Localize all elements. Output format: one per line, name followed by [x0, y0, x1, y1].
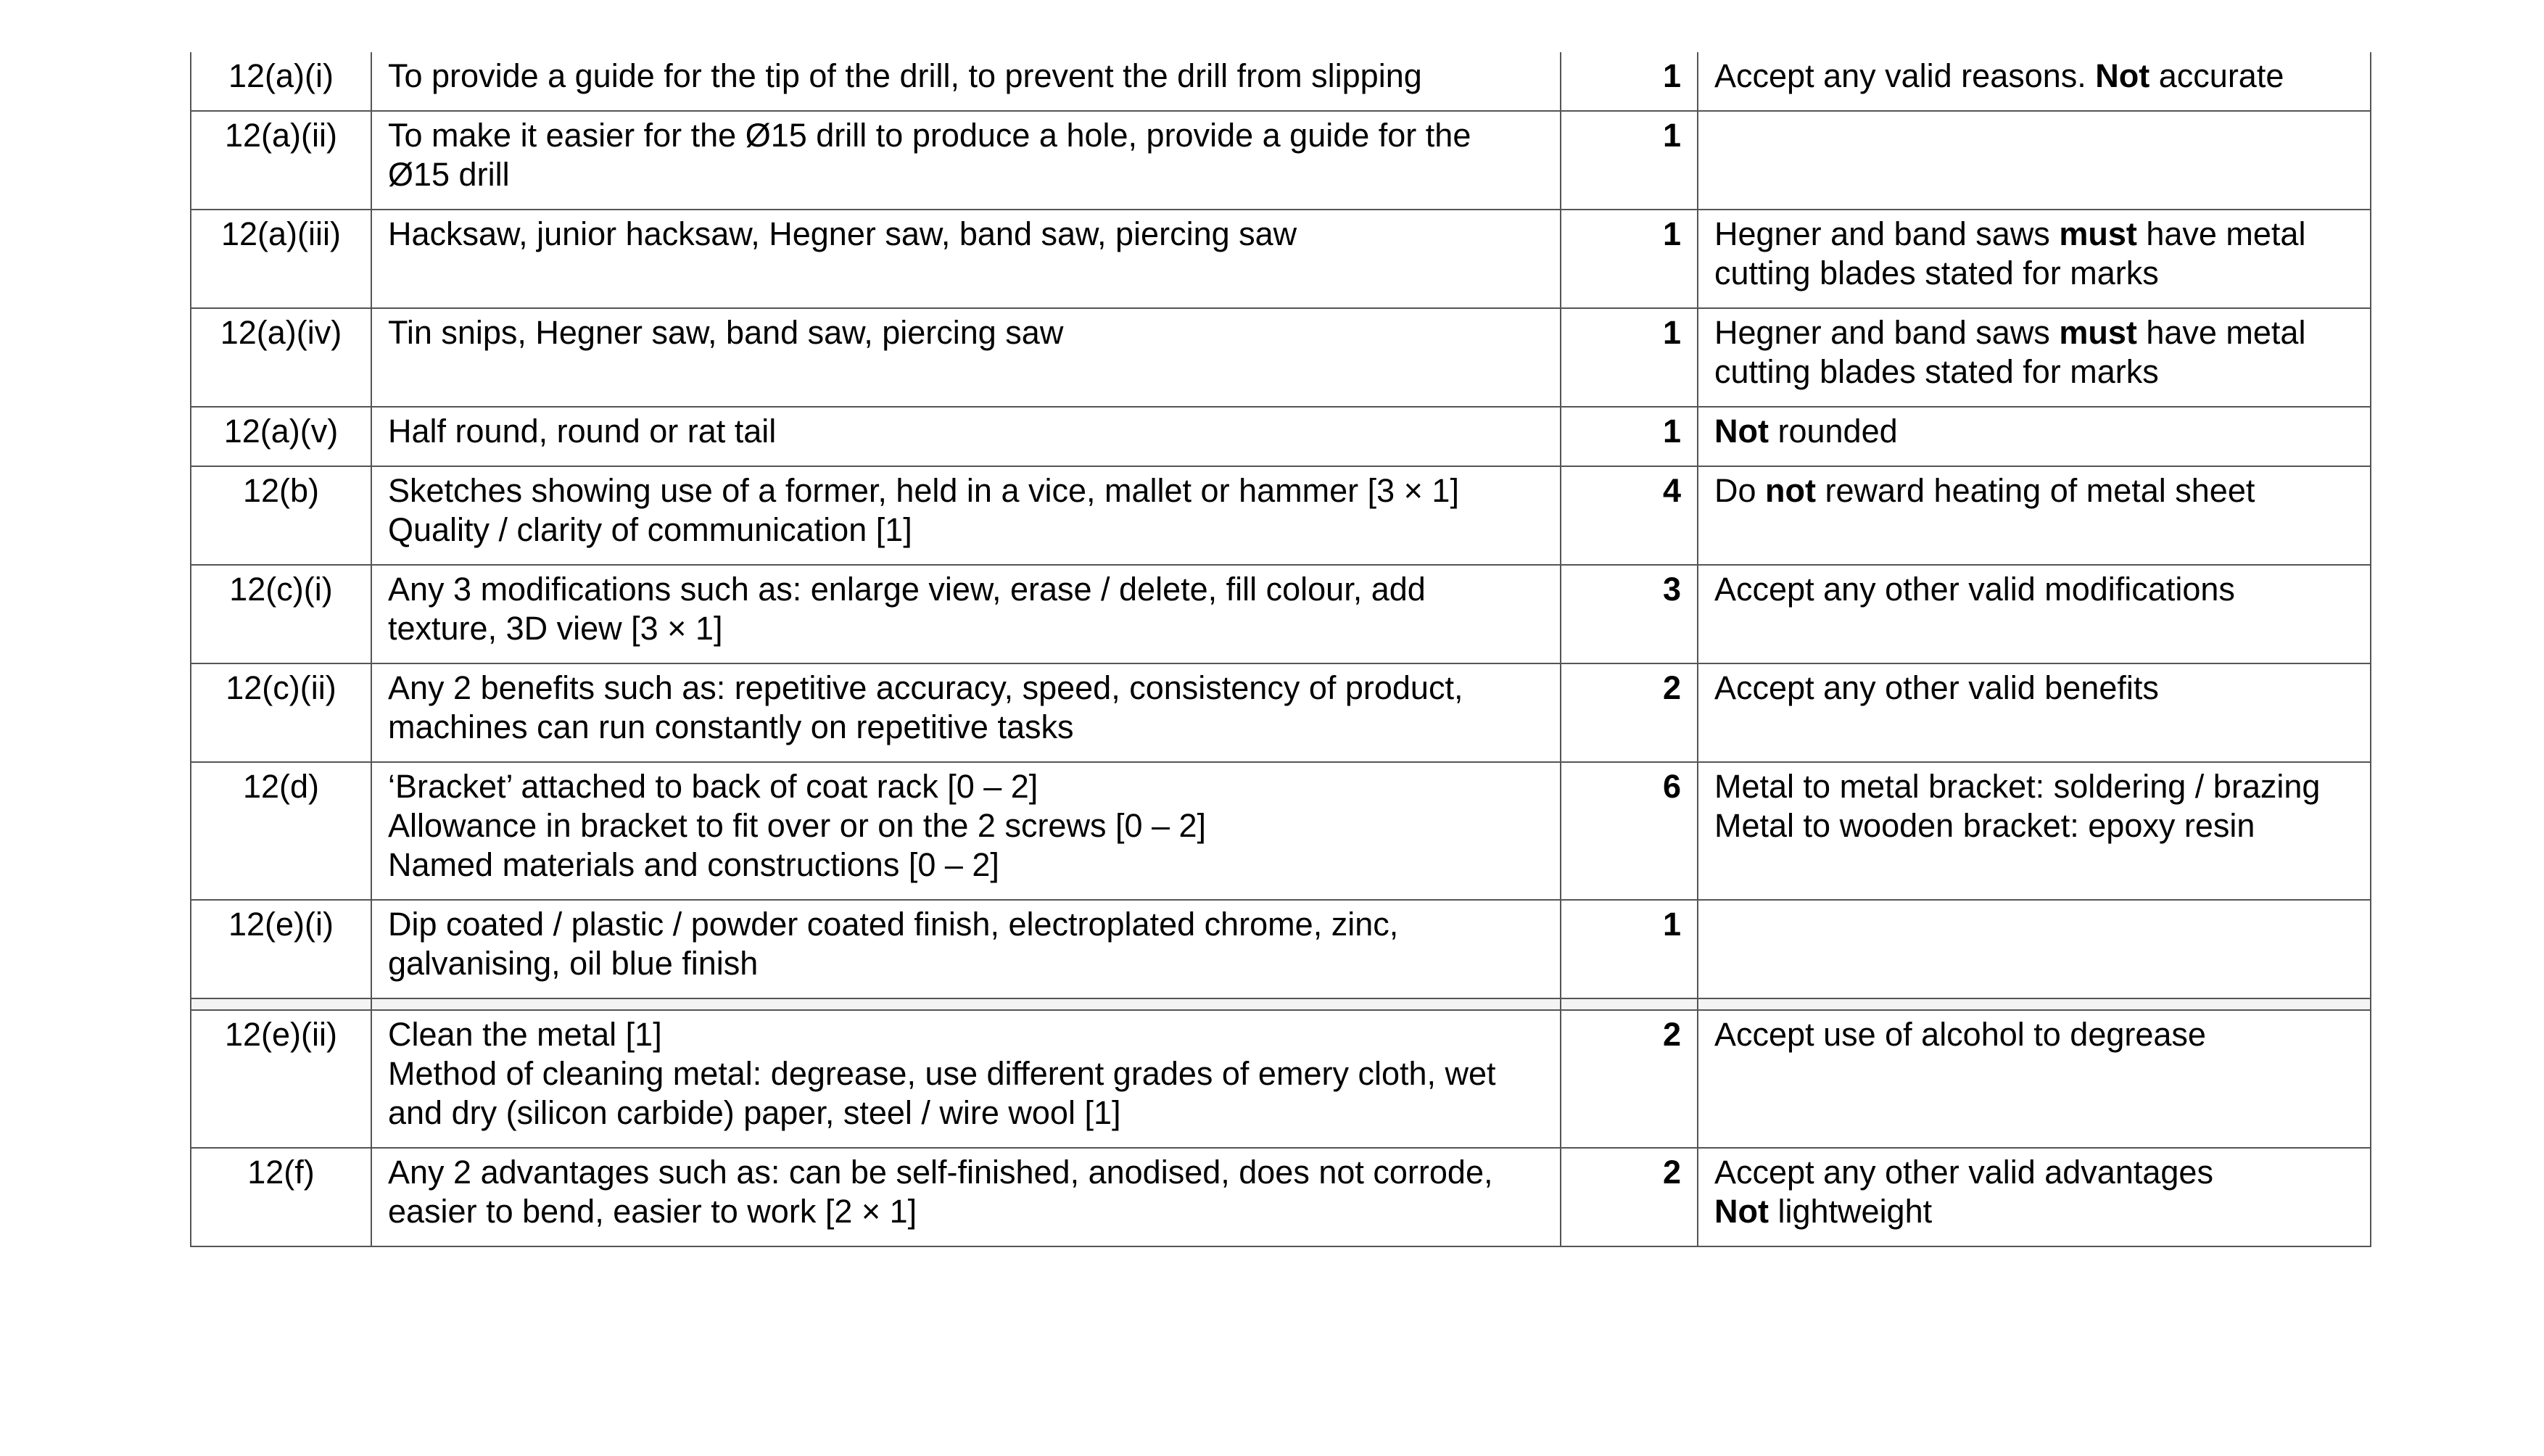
guidance-text: rounded: [1768, 413, 1898, 450]
guidance-text: cutting blades stated for marks: [1714, 353, 2159, 390]
answer-cell: [371, 1148, 1561, 1246]
mark-scheme-page: [190, 52, 2370, 1247]
question-number-cell: 12(d): [191, 762, 371, 900]
marks-cell: 1: [1561, 111, 1698, 210]
guidance-cell: [1698, 762, 2371, 900]
question-number-cell: 12(a)(v): [191, 407, 371, 466]
guidance-emphasis: Not: [1714, 413, 1769, 450]
question-number-cell: 12(e)(ii): [191, 1010, 371, 1148]
answer-line: Method of cleaning metal: degrease, use different grades of emery cloth, wet: [388, 1055, 1496, 1092]
guidance-emphasis: must: [2059, 314, 2137, 351]
answer-cell: [371, 111, 1561, 210]
question-number-cell: 12(f): [191, 1148, 371, 1246]
guidance-text: Metal to wooden bracket: epoxy resin: [1714, 807, 2255, 844]
table-row: [191, 210, 2371, 308]
guidance-line: [1714, 254, 2354, 293]
answer-line: To provide a guide for the tip of the drill, to prevent the drill from slipping: [388, 57, 1422, 94]
table-row: [191, 466, 2371, 565]
marks-cell: 1: [1561, 407, 1698, 466]
answer-line: Clean the metal [1]: [388, 1016, 662, 1053]
question-number-cell: 12(b): [191, 466, 371, 565]
answer-cell: [371, 565, 1561, 663]
answer-line: and dry (silicon carbide) paper, steel / wire wool [1]: [388, 1094, 1121, 1131]
answer-line: Any 3 modifications such as: enlarge view, erase / delete, fill colour, add: [388, 571, 1426, 608]
answer-cell: [371, 407, 1561, 466]
guidance-cell: [1698, 407, 2371, 466]
answer-line: galvanising, oil blue finish: [388, 945, 759, 982]
table-row: [191, 1010, 2371, 1148]
answer-line: Half round, round or rat tail: [388, 413, 777, 450]
guidance-cell: [1698, 1010, 2371, 1148]
table-row: [191, 565, 2371, 663]
answer-cell: [371, 466, 1561, 565]
guidance-text: Accept use of alcohol to degrease: [1714, 1016, 2206, 1053]
guidance-text: Accept any other valid modifications: [1714, 571, 2235, 608]
question-number-cell: 12(a)(i): [191, 52, 371, 111]
table-row: [191, 111, 2371, 210]
guidance-cell: [1698, 565, 2371, 663]
marks-cell: 1: [1561, 308, 1698, 407]
guidance-cell: [1698, 308, 2371, 407]
separator-cell: [371, 998, 1561, 1010]
marks-cell: 1: [1561, 210, 1698, 308]
guidance-emphasis: Not: [2095, 57, 2150, 94]
answer-line: Any 2 benefits such as: repetitive accuracy, speed, consistency of product,: [388, 669, 1463, 706]
guidance-text: Hegner and band saws: [1714, 314, 2060, 351]
answer-line: Tin snips, Hegner saw, band saw, piercing saw: [388, 314, 1064, 351]
answer-cell: [371, 762, 1561, 900]
guidance-text: Accept any other valid benefits: [1714, 669, 2159, 706]
answer-cell: [371, 1010, 1561, 1148]
mark-scheme-body: [191, 52, 2371, 1246]
guidance-text: Accept any other valid advantages: [1714, 1154, 2213, 1191]
guidance-line: [1714, 767, 2354, 806]
answer-line: ‘Bracket’ attached to back of coat rack [0 – 2]: [388, 768, 1038, 805]
guidance-text: Hegner and band saws: [1714, 215, 2060, 252]
answer-cell: [371, 663, 1561, 762]
marks-cell: 2: [1561, 1010, 1698, 1148]
guidance-text: lightweight: [1768, 1193, 1933, 1230]
answer-line: Ø15 drill: [388, 156, 510, 193]
guidance-cell: [1698, 663, 2371, 762]
guidance-text: cutting blades stated for marks: [1714, 255, 2159, 291]
guidance-cell: [1698, 210, 2371, 308]
question-number-cell: 12(a)(ii): [191, 111, 371, 210]
guidance-emphasis: not: [1765, 472, 1816, 509]
marks-cell: 1: [1561, 900, 1698, 998]
marks-cell: 2: [1561, 1148, 1698, 1246]
question-number-cell: 12(a)(iv): [191, 308, 371, 407]
answer-line: To make it easier for the Ø15 drill to produce a hole, provide a guide for the: [388, 117, 1471, 154]
marks-cell: 2: [1561, 663, 1698, 762]
answer-line: Quality / clarity of communication [1]: [388, 511, 912, 548]
table-row: [191, 762, 2371, 900]
marks-cell: 1: [1561, 52, 1698, 111]
marks-cell: 4: [1561, 466, 1698, 565]
guidance-line: [1714, 57, 2354, 96]
guidance-cell: [1698, 1148, 2371, 1246]
guidance-cell: [1698, 111, 2371, 210]
answer-line: Hacksaw, junior hacksaw, Hegner saw, band saw, piercing saw: [388, 215, 1297, 252]
answer-cell: [371, 52, 1561, 111]
guidance-text: Do: [1714, 472, 1766, 509]
answer-line: machines can run constantly on repetitive tasks: [388, 708, 1074, 745]
guidance-emphasis: must: [2059, 215, 2137, 252]
mark-scheme-table: [190, 52, 2371, 1247]
separator-cell: [1698, 998, 2371, 1010]
guidance-line: [1714, 313, 2354, 352]
guidance-text: Accept any valid reasons.: [1714, 57, 2096, 94]
answer-line: Allowance in bracket to fit over or on the 2 screws [0 – 2]: [388, 807, 1207, 844]
answer-line: Named materials and constructions [0 – 2]: [388, 846, 999, 883]
guidance-text: have metal: [2136, 215, 2306, 252]
separator-cell: [191, 998, 371, 1010]
answer-line: Sketches showing use of a former, held in a vice, mallet or hammer [3 × 1]: [388, 472, 1459, 509]
guidance-cell: [1698, 52, 2371, 111]
question-number-cell: 12(e)(i): [191, 900, 371, 998]
question-number-cell: 12(c)(i): [191, 565, 371, 663]
question-number-cell: 12(c)(ii): [191, 663, 371, 762]
guidance-line: [1714, 806, 2354, 845]
marks-cell: 3: [1561, 565, 1698, 663]
guidance-line: [1714, 1153, 2354, 1192]
table-row: [191, 1148, 2371, 1246]
guidance-text: Metal to metal bracket: soldering / brazing: [1714, 768, 2321, 805]
guidance-line: [1714, 570, 2354, 609]
table-separator-row: [191, 998, 2371, 1010]
answer-line: Any 2 advantages such as: can be self-finished, anodised, does not corrode,: [388, 1154, 1493, 1191]
guidance-line: [1714, 1192, 2354, 1231]
answer-cell: [371, 900, 1561, 998]
guidance-line: [1714, 471, 2354, 510]
guidance-line: [1714, 352, 2354, 392]
guidance-text: have metal: [2136, 314, 2306, 351]
table-row: [191, 407, 2371, 466]
answer-line: texture, 3D view [3 × 1]: [388, 610, 723, 647]
guidance-line: [1714, 669, 2354, 708]
guidance-cell: [1698, 466, 2371, 565]
guidance-text: reward heating of metal sheet: [1816, 472, 2255, 509]
answer-line: Dip coated / plastic / powder coated finish, electroplated chrome, zinc,: [388, 906, 1399, 943]
question-number-cell: 12(a)(iii): [191, 210, 371, 308]
table-row: [191, 900, 2371, 998]
table-row: [191, 52, 2371, 111]
guidance-line: [1714, 412, 2354, 451]
marks-cell: 6: [1561, 762, 1698, 900]
guidance-text: accurate: [2149, 57, 2284, 94]
answer-line: easier to bend, easier to work [2 × 1]: [388, 1193, 917, 1230]
guidance-emphasis: Not: [1714, 1193, 1769, 1230]
table-row: [191, 663, 2371, 762]
answer-cell: [371, 308, 1561, 407]
guidance-cell: [1698, 900, 2371, 998]
answer-cell: [371, 210, 1561, 308]
separator-cell: [1561, 998, 1698, 1010]
table-row: [191, 308, 2371, 407]
guidance-line: [1714, 215, 2354, 254]
guidance-line: [1714, 1015, 2354, 1054]
